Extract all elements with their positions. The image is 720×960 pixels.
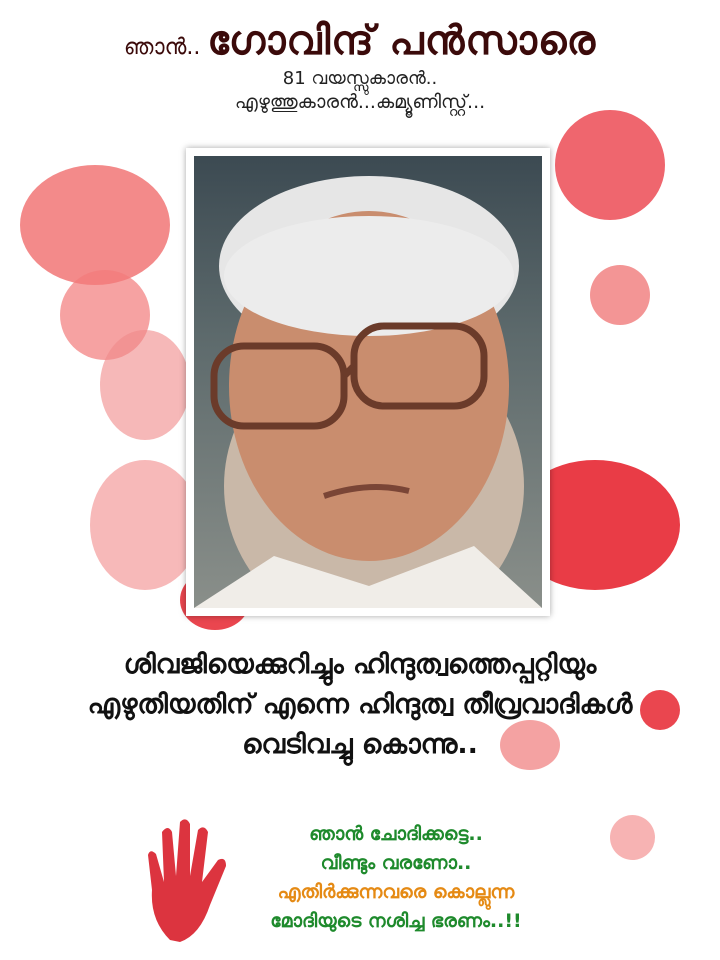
message-line-1: ശിവജിയെക്കുറിച്ചും ഹിന്ദുത്വത്തെപ്പറ്റിയും xyxy=(123,649,597,680)
question-block xyxy=(196,820,596,936)
role-line: എഴുത്തുകാരൻ...കമ്യൂണിസ്റ്റ്... xyxy=(234,91,486,113)
age-line: 81 വയസ്സുകാരൻ.. xyxy=(282,68,438,89)
question-line-2: വീണ്ടും വരണോ.. xyxy=(320,852,472,874)
main-message xyxy=(40,645,680,765)
question-line-3: എതിർക്കുന്നവരെ കൊല്ലുന്ന xyxy=(277,881,515,903)
question-line-1: ഞാൻ ചോദിക്കട്ടെ.. xyxy=(309,823,483,845)
portrait-illustration xyxy=(194,156,542,608)
title-prefix: ഞാൻ.. xyxy=(123,35,201,60)
message-line-2: എഴുതിയതിന് എന്നെ ഹിന്ദുത്വ തീവ്രവാദികൾ xyxy=(87,689,633,720)
title-line xyxy=(0,18,720,64)
question-line-4: മോദിയുടെ നശിച്ച ഭരണം..!! xyxy=(270,910,522,932)
person-name: ഗോവിന്ദ് പൻസാരെ xyxy=(207,18,597,64)
message-line-3: വെടിവച്ചു കൊന്നു.. xyxy=(242,729,478,760)
portrait-frame xyxy=(186,148,550,616)
portrait-photo xyxy=(194,156,542,608)
header xyxy=(0,18,720,113)
